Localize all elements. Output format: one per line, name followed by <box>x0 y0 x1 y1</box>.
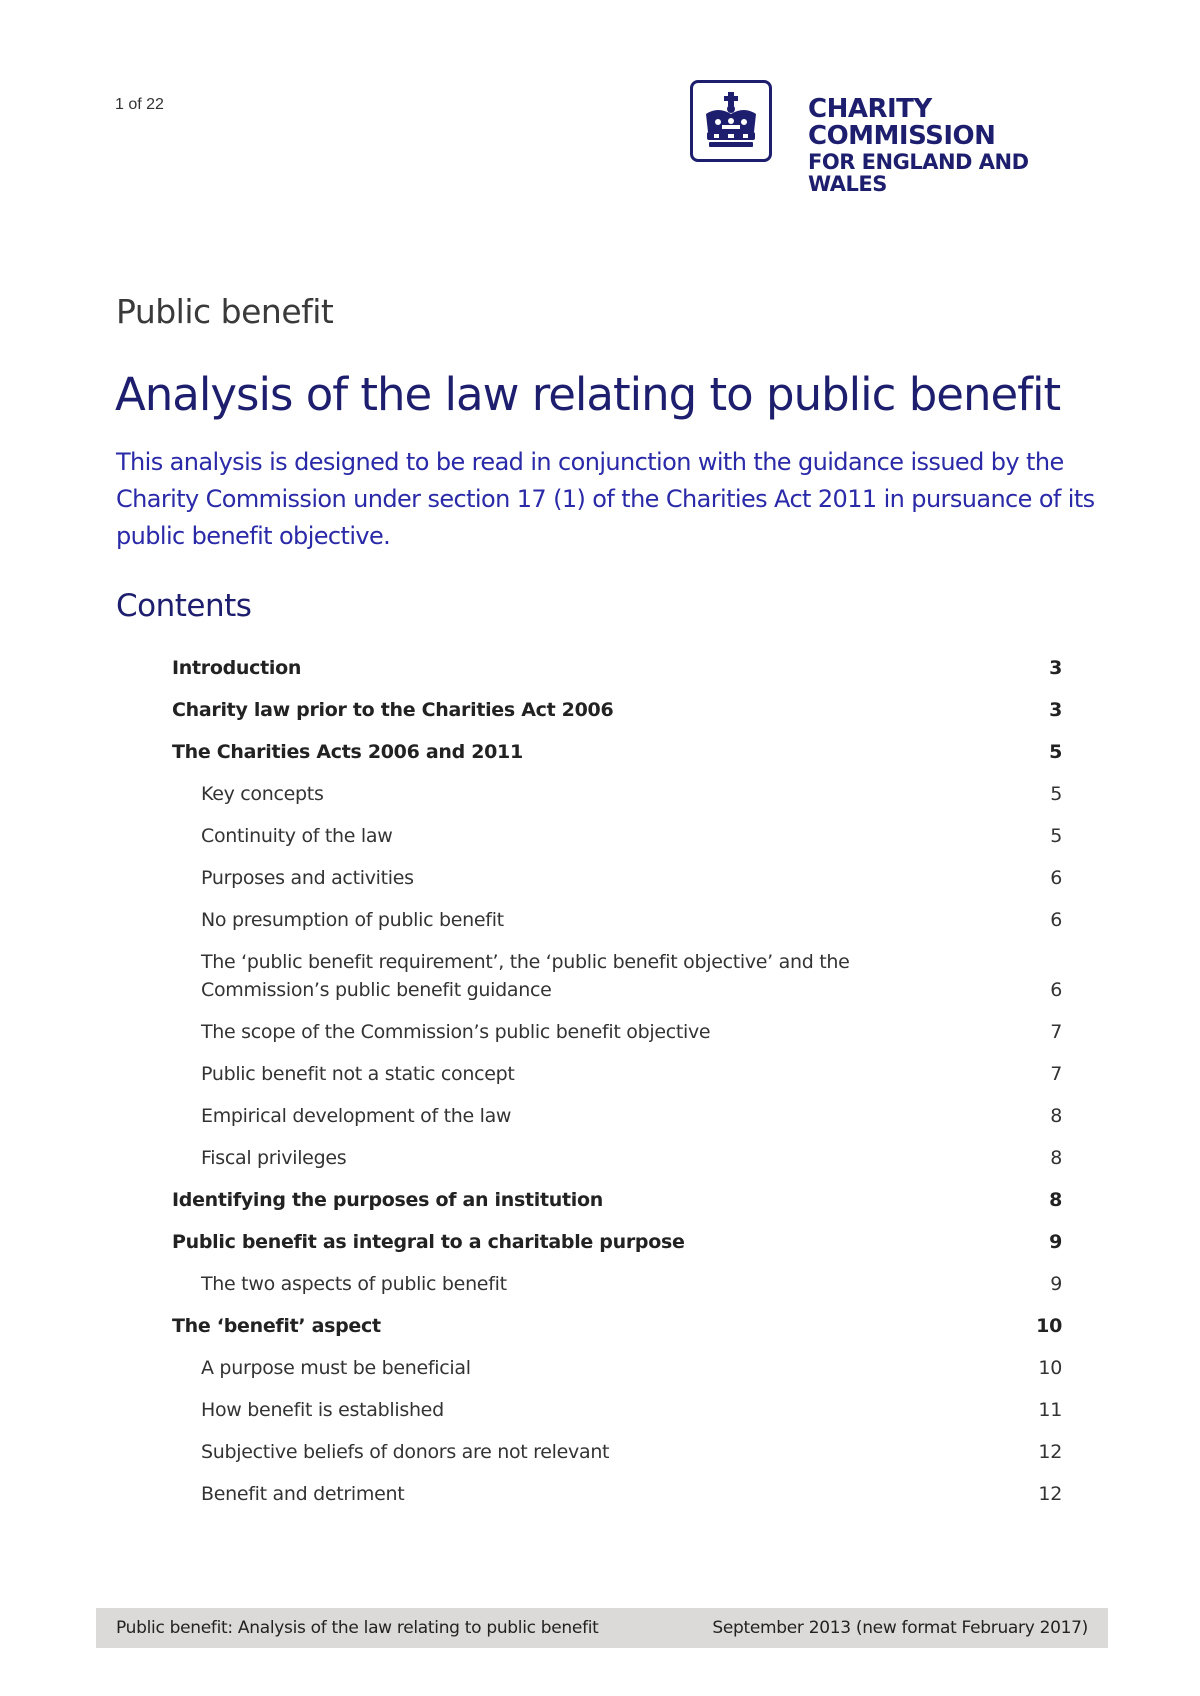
toc-entry-page: 12 <box>1038 1483 1062 1505</box>
toc-entry-title: Public benefit as integral to a charitable purpose <box>172 1231 685 1253</box>
toc-entry[interactable] <box>172 780 1062 808</box>
toc-entry[interactable] <box>172 738 1062 766</box>
toc-entry-title: Charity law prior to the Charities Act 2006 <box>172 699 614 721</box>
toc-entry[interactable] <box>172 1396 1062 1424</box>
toc-entry-page: 10 <box>1038 1357 1062 1379</box>
toc-entry[interactable] <box>172 1270 1062 1298</box>
toc-entry-page: 6 <box>1050 979 1062 1001</box>
toc-entry[interactable] <box>172 1354 1062 1382</box>
toc-entry-title: Identifying the purposes of an institution <box>172 1189 603 1211</box>
toc-entry-title: Fiscal privileges <box>201 1147 347 1169</box>
toc-entry[interactable] <box>172 1312 1062 1340</box>
toc-entry-title: A purpose must be beneficial <box>201 1357 471 1379</box>
toc-entry-page: 3 <box>1049 699 1062 721</box>
charity-commission-logo <box>690 80 1100 196</box>
intro-paragraph: This analysis is designed to be read in conjunction with the guidance issued by the Charity Commission under section 17 (1) of the Charities Act 2011 in pursuance of its public benefit objective. <box>116 448 1095 550</box>
toc-entry-page: 8 <box>1050 1105 1062 1127</box>
toc-entry-title: Subjective beliefs of donors are not relevant <box>201 1441 610 1463</box>
section-label: Public benefit <box>116 292 334 331</box>
toc-entry-page: 12 <box>1038 1441 1062 1463</box>
logo-line-1: CHARITY COMMISSION <box>808 94 996 152</box>
toc-entry-title: No presumption of public benefit <box>201 909 504 931</box>
toc-entry-page: 7 <box>1050 1021 1062 1043</box>
toc-entry-title: The Charities Acts 2006 and 2011 <box>172 741 523 763</box>
toc-entry-title: The ‘public benefit requirement’, the ‘public benefit objective’ and the Commission’s public benefit guidance <box>201 951 850 1001</box>
toc-entry-title: Key concepts <box>201 783 324 805</box>
document-title: Analysis of the law relating to public benefit <box>115 368 1061 421</box>
toc-entry[interactable] <box>172 906 1062 934</box>
footer-date: September 2013 (new format February 2017) <box>712 1618 1088 1638</box>
toc-entry-page: 5 <box>1050 825 1062 847</box>
toc-entry-page: 6 <box>1050 909 1062 931</box>
page-number: 1 of 22 <box>115 96 164 113</box>
crown-icon <box>698 88 764 154</box>
toc-entry[interactable] <box>172 1228 1062 1256</box>
toc-entry[interactable] <box>172 822 1062 850</box>
toc-entry-page: 5 <box>1050 783 1062 805</box>
toc-entry-title: The two aspects of public benefit <box>201 1273 507 1295</box>
toc-entry-page: 10 <box>1036 1315 1062 1337</box>
toc-entry-title: The scope of the Commission’s public benefit objective <box>201 1021 711 1043</box>
toc-entry-title: Introduction <box>172 657 302 679</box>
toc-entry-title: Benefit and detriment <box>201 1483 405 1505</box>
toc-entry-page: 3 <box>1049 657 1062 679</box>
logo-line-2: FOR ENGLAND AND WALES <box>808 149 1029 196</box>
contents-heading: Contents <box>116 588 252 624</box>
toc-entry-title: Empirical development of the law <box>201 1105 512 1127</box>
toc-entry[interactable] <box>172 696 1062 724</box>
page-footer <box>96 1608 1108 1648</box>
toc-entry-page: 9 <box>1049 1231 1062 1253</box>
toc-entry[interactable] <box>172 1480 1062 1508</box>
toc-entry[interactable] <box>172 654 1062 682</box>
toc-entry-page: 8 <box>1050 1147 1062 1169</box>
toc-entry[interactable] <box>172 1186 1062 1214</box>
toc-entry-page: 11 <box>1038 1399 1062 1421</box>
toc-entry-title: The ‘benefit’ aspect <box>172 1315 381 1337</box>
logo-wordmark <box>808 96 1100 195</box>
toc-entry[interactable] <box>172 948 1062 1004</box>
toc-entry-page: 5 <box>1049 741 1062 763</box>
crown-logo-box <box>690 80 772 162</box>
toc-entry-title: Purposes and activities <box>201 867 414 889</box>
toc-entry-title: Public benefit not a static concept <box>201 1063 515 1085</box>
toc-entry-page: 9 <box>1050 1273 1062 1295</box>
toc-entry-page: 7 <box>1050 1063 1062 1085</box>
footer-document-title: Public benefit: Analysis of the law relating to public benefit <box>116 1618 599 1638</box>
toc-entry[interactable] <box>172 1102 1062 1130</box>
toc-entry[interactable] <box>172 1060 1062 1088</box>
toc-entry[interactable] <box>172 1144 1062 1172</box>
table-of-contents <box>172 654 1062 1522</box>
toc-entry[interactable] <box>172 1018 1062 1046</box>
toc-entry[interactable] <box>172 1438 1062 1466</box>
toc-entry[interactable] <box>172 864 1062 892</box>
toc-entry-page: 8 <box>1049 1189 1062 1211</box>
toc-entry-title: Continuity of the law <box>201 825 393 847</box>
toc-entry-title: How benefit is established <box>201 1399 444 1421</box>
toc-entry-page: 6 <box>1050 867 1062 889</box>
